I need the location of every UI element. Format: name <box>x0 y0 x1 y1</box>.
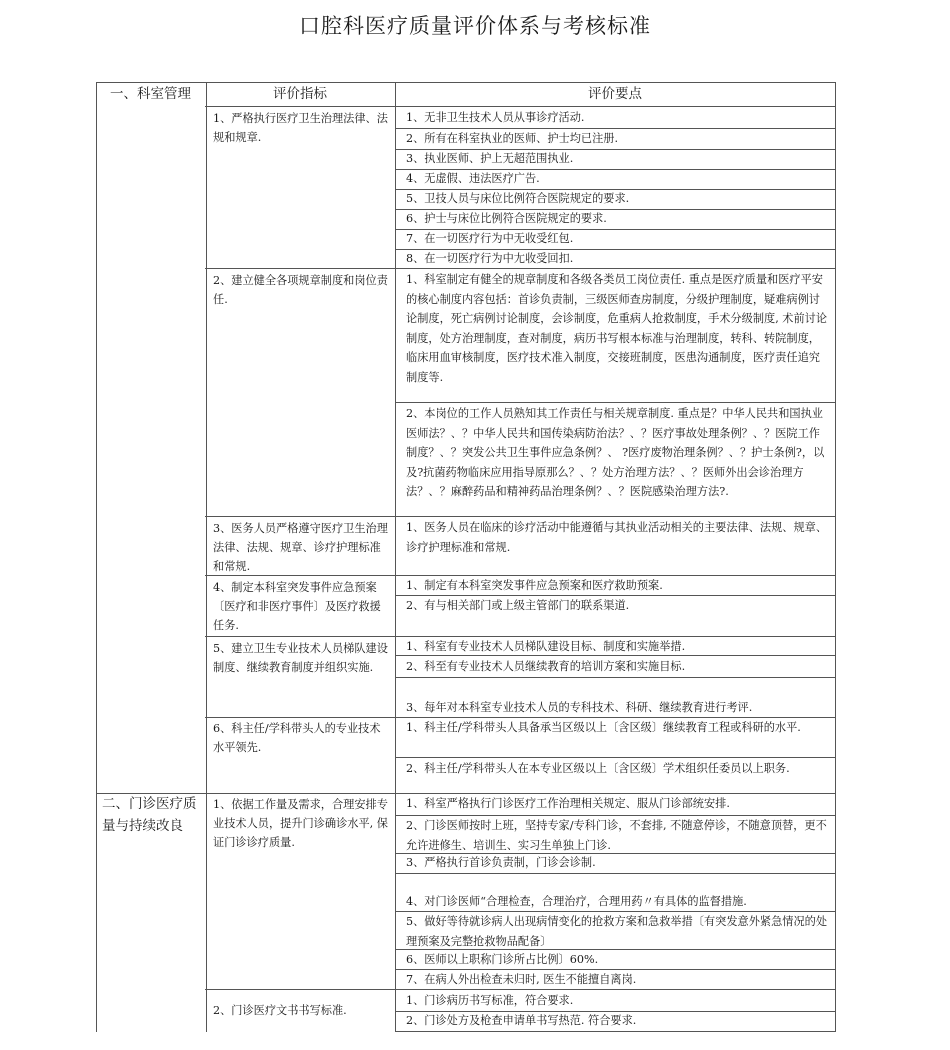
section-header: 一、科室管理 <box>110 86 191 102</box>
point-cell: 1、科室制定有健全的规章制度和各级各类员工岗位责任. 重点是医疗质量和医疗平安的核心制度内容包括：首诊负责制，三级医师查房制度，分级护理制度，疑难病例讨论制度，死亡病例讨论制度，会诊制度，危重病人抢救制度，手术分级制度, 术前讨论制度，处方治理制度，查对制度，病历书写根本标准与治理制度，转科、转院制度，临床用血审核制度，医疗技术准入制度，交接班制度，医患沟通制度，医疗责任追究制度等. <box>406 273 828 384</box>
point-cell: 2、本岗位的工作人员熟知其工作责任与相关规章制度. 重点是？中华人民共和国执业医师法？、？中华人民共和国传染病防治法？、？医疗事故处理条例？、？医院工作制度？、？突发公共卫生事件应急条例？、 ?医疗废物治理条例？、？护士条例?，以及?抗菌药物临床应用指导原那么？、？处方治理方法？、？医师外出会诊治理方法？、？麻醉药品和精神药品治理条例？、？医院感染治理方法?. <box>406 407 825 498</box>
point-cell: 3、每年对本科室专业技术人员的专科技术、科研、继续教育进行考评. <box>406 701 753 714</box>
point-cell: 1、制定有本科室突发事件应急预案和医疗救助预案. <box>406 579 663 592</box>
indicator-header: 评价指标 <box>273 86 327 102</box>
indicator-cell: 3、医务人员严格遵守医疗卫生治理法律、法规、规章、诊疗护理标准和常规. <box>213 522 388 573</box>
point-cell: 6、医师以上职称门诊所占比例〕60%. <box>406 953 599 966</box>
point-cell: 3、执业医师、护上无超范围执业. <box>406 152 574 165</box>
indicator-cell: 4、制定本科室突发事件应急预案〔医疗和非医疗事件〕及医疗救援任务. <box>213 581 381 632</box>
point-cell: 2、所有在科室执业的医师、护士均已注册. <box>406 132 619 145</box>
document-title: 口腔科医疗质量评价体系与考核标准 <box>299 14 651 38</box>
point-cell: 2、科至有专业技术人员继续教育的培训方案和实施目标. <box>406 660 686 673</box>
row-divider <box>205 516 836 517</box>
point-cell: 2、科主任/学科带头人在本专业区级以上〔含区级〕学术组织任委员以上职务. <box>406 762 790 775</box>
indicator-cell: 6、科主任/学科带头人的专业技术水平领先. <box>213 722 381 754</box>
evaluation-table <box>96 82 836 1032</box>
row-divider <box>395 757 836 758</box>
point-cell: 8、在一切医疗行为中尢收受回扣. <box>406 252 574 265</box>
row-divider <box>395 873 836 874</box>
section-column <box>96 82 207 1032</box>
points-header: 评价要点 <box>588 86 642 102</box>
point-cell: 3、严格执行首诊负责制，门诊会诊制. <box>406 856 596 869</box>
header-bottom-border <box>205 106 836 107</box>
indicator-cell: 1、依据工作量及需求，合理安排专业技术人员，提升门诊确诊水平, 保证门诊诊疗质量. <box>213 798 388 849</box>
point-cell: 2、有与相关部门或上级主管部门的联系渠道. <box>406 599 630 612</box>
table-bottom-border <box>395 1031 836 1032</box>
row-divider <box>395 677 836 678</box>
indicator-cell: 5、建立卫生专业技术人员梯队建设制度、继续教育制度并组织实施. <box>213 642 388 674</box>
row-divider <box>395 402 836 403</box>
point-cell: 7、在病人外出检查未归时, 医生不能擅自离岗. <box>406 973 637 986</box>
indicator-cell: 1、严格执行医疗卫生治理法律、法规和规章. <box>213 112 388 144</box>
point-cell: 7、在一切医疗行为中无收受红包. <box>406 232 574 245</box>
point-cell: 5、做好等待就诊病人出现病情变化的抢救方案和急救举措〔有突发意外紧急情况的处理预案及完整抢救物品配备〕 <box>406 915 828 948</box>
section-label: 二、门诊医疗质量与持续改良 <box>102 796 197 834</box>
point-cell: 1、医务人员在临床的诊疗活动中能遵循与其执业活动相关的主要法律、法规、规章、诊疗护理标准和常规. <box>406 521 828 554</box>
point-cell: 1、门诊病历书写标准，符合要求. <box>406 994 574 1007</box>
point-cell: 1、科室有专业技术人员梯队建设目标、制度和实施举措. <box>406 640 686 653</box>
point-cell: 1、科主任/学科带头人具备承当区级以上〔含区级〕继续教育工程或科研的水平. <box>406 721 801 734</box>
point-cell: 1、科室严格执行门诊医疗工作治理相关规定、服从门诊部统安排. <box>406 797 730 810</box>
indicator-cell: 2、建立健全各项规章制度和岗位责任. <box>213 274 388 306</box>
point-cell: 6、护士与床位比例符合医院规定的要求. <box>406 212 607 225</box>
point-cell: 4、无虚假、违法医疗广告. <box>406 172 540 185</box>
indicator-cell: 2、门诊医疗文书书写标准. <box>213 1004 347 1017</box>
point-cell: 5、卫技人员与床位比例符合医院规定的要求. <box>406 192 630 205</box>
point-cell: 2、门诊处方及枪查申请单书写热范. 符合要求. <box>406 1014 637 1027</box>
point-cell: 2、门诊医师按时上班，坚持专家/专科门诊，不套排, 不随意停诊，不随意顶替，更不允许进修生、培训生、实习生单独上门诊. <box>406 819 827 852</box>
point-cell: 4、对门诊医师“合理检查，合理治疗，合理用药〃有具体的监督措施. <box>406 895 747 908</box>
point-cell: 1、无非卫生技术人员从事诊疗活动. <box>406 111 585 124</box>
